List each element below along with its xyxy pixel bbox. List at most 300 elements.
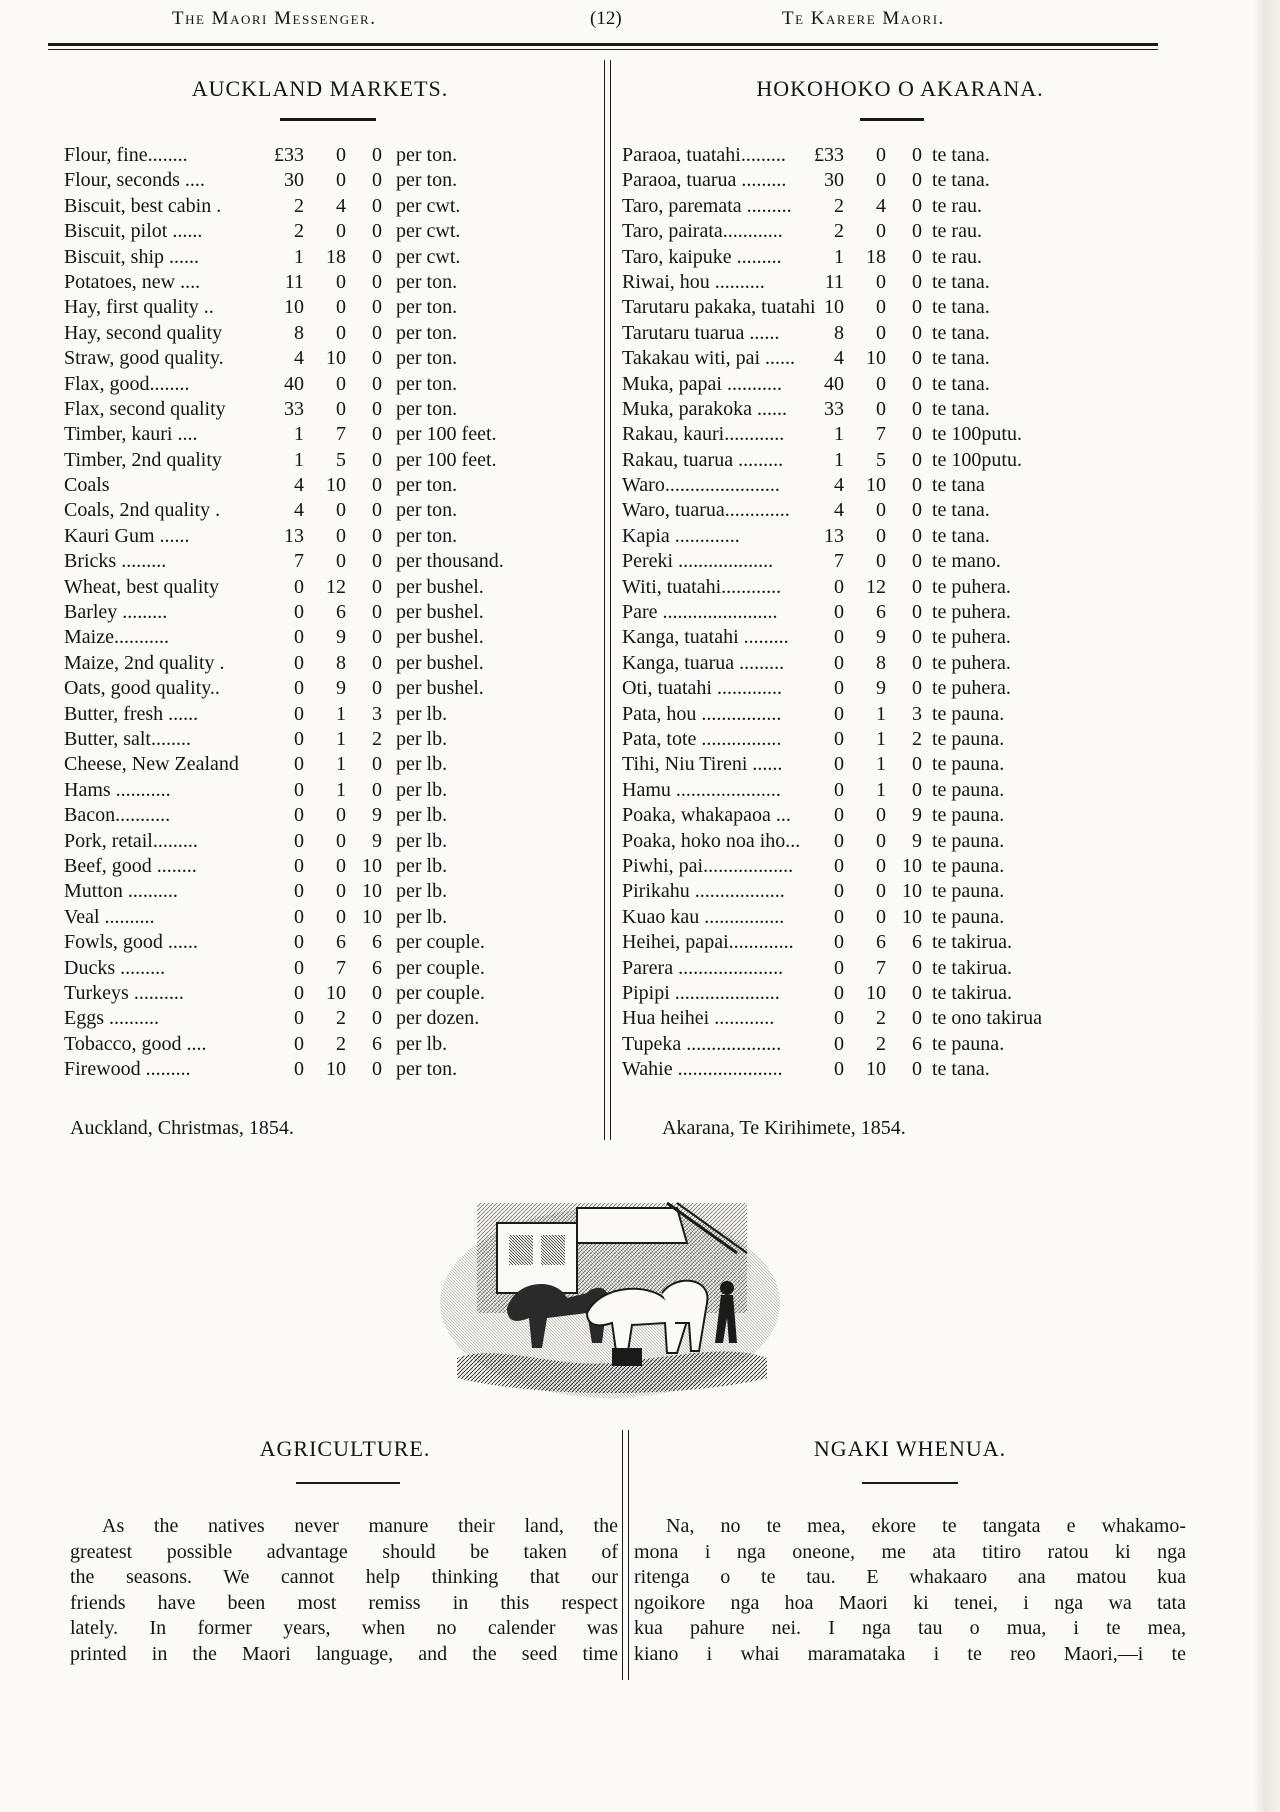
market-unit: per cwt.: [396, 220, 461, 243]
market-price-pounds: 0: [834, 778, 844, 801]
market-item-name: Taro, paremata .........: [622, 194, 792, 217]
market-unit: te pauna.: [932, 829, 1005, 852]
market-row: [64, 778, 604, 803]
market-unit: per 100 feet.: [396, 448, 497, 471]
market-price-pounds: 4: [294, 347, 304, 370]
english-markets-title: AUCKLAND MARKETS.: [191, 76, 449, 101]
market-unit: te pauna.: [932, 778, 1005, 801]
market-item-name: Rakau, kauri............: [622, 423, 785, 446]
market-price-pence: 6: [912, 931, 922, 954]
market-item-name: Biscuit, best cabin .: [64, 194, 222, 217]
market-unit: per ton.: [396, 397, 458, 420]
market-row: [64, 473, 604, 498]
market-row: [622, 346, 1188, 371]
market-item-name: Cheese, New Zealand: [64, 753, 239, 776]
market-price-pence: 0: [372, 651, 382, 674]
market-price-pounds: 0: [294, 753, 304, 776]
market-item-name: Hamu .....................: [622, 778, 781, 801]
market-price-pounds: 0: [294, 778, 304, 801]
market-unit: te pauna.: [932, 804, 1005, 827]
market-price-pence: 6: [372, 1032, 382, 1055]
market-unit: te puhera.: [932, 677, 1011, 700]
ngaki-whenua-title: NGAKI WHENUA.: [813, 1436, 1007, 1461]
market-price-pence: 0: [912, 245, 922, 268]
market-price-shillings: 1: [336, 702, 346, 725]
market-price-pounds: 1: [834, 245, 844, 268]
market-price-pounds: 2: [294, 194, 304, 217]
market-price-pence: 0: [372, 499, 382, 522]
market-price-pence: 0: [912, 220, 922, 243]
market-price-shillings: 1: [336, 753, 346, 776]
market-price-pounds: 0: [294, 702, 304, 725]
market-price-pence: 0: [372, 677, 382, 700]
market-price-shillings: 8: [876, 651, 886, 674]
market-price-shillings: 12: [326, 575, 346, 598]
market-unit: per ton.: [396, 347, 458, 370]
market-row: [64, 219, 604, 244]
market-price-pence: 0: [372, 372, 382, 395]
market-price-pence: 0: [912, 575, 922, 598]
market-row: [622, 930, 1188, 955]
market-item-name: Hua heihei ............: [622, 1007, 775, 1030]
market-item-name: Tarutaru tuarua ......: [622, 321, 780, 344]
market-row: [64, 372, 604, 397]
market-price-pence: 0: [912, 651, 922, 674]
market-price-shillings: 0: [336, 524, 346, 547]
market-price-shillings: 10: [326, 1058, 346, 1081]
market-item-name: Tobacco, good ....: [64, 1032, 207, 1055]
market-unit: te tana.: [932, 397, 990, 420]
market-row: [64, 727, 604, 752]
market-price-pounds: 10: [824, 296, 844, 319]
market-price-pounds: 1: [294, 423, 304, 446]
market-unit: per 100 feet.: [396, 423, 497, 446]
market-price-pounds: 0: [294, 651, 304, 674]
market-price-pounds: 4: [834, 347, 844, 370]
market-price-pence: 0: [912, 601, 922, 624]
market-item-name: Flax, good........: [64, 372, 190, 395]
market-unit: te rau.: [932, 245, 982, 268]
market-unit: te tana.: [932, 144, 990, 166]
market-price-pence: 0: [372, 448, 382, 471]
market-row: [622, 829, 1188, 854]
market-price-shillings: 0: [876, 829, 886, 852]
market-item-name: Paraoa, tuatahi.........: [622, 144, 786, 166]
market-item-name: Maize...........: [64, 626, 169, 649]
market-price-pence: 0: [912, 144, 922, 166]
market-price-pence: 6: [372, 931, 382, 954]
market-item-name: Straw, good quality.: [64, 347, 224, 370]
market-unit: te mano.: [932, 550, 1001, 573]
market-unit: te 100putu.: [932, 448, 1022, 471]
page-number: (12): [590, 8, 622, 29]
market-row: [622, 727, 1188, 752]
market-unit: per lb.: [396, 1032, 448, 1055]
market-unit: te tana.: [932, 321, 990, 344]
market-row: [64, 346, 604, 371]
market-row: [622, 245, 1188, 270]
market-row: [622, 905, 1188, 930]
english-title-ornament: [280, 118, 376, 121]
market-item-name: Bacon...........: [64, 804, 171, 827]
market-item-name: Bricks .........: [64, 550, 167, 573]
market-price-pence: 0: [372, 550, 382, 573]
market-item-name: Hay, first quality ..: [64, 296, 214, 319]
market-item-name: Kanga, tuarua .........: [622, 651, 785, 674]
english-dateline: Auckland, Christmas, 1854.: [70, 1117, 294, 1139]
market-row: [64, 803, 604, 828]
market-unit: te pauna.: [932, 880, 1005, 903]
market-price-pounds: 0: [294, 575, 304, 598]
market-unit: te pauna.: [932, 727, 1005, 750]
market-unit: te puhera.: [932, 575, 1011, 598]
market-price-pounds: 30: [824, 169, 844, 192]
market-price-shillings: 5: [876, 448, 886, 471]
market-price-pence: 0: [372, 245, 382, 268]
market-price-shillings: 0: [876, 321, 886, 344]
market-price-pounds: 7: [294, 550, 304, 573]
body-divider-right: [628, 1430, 629, 1680]
market-price-shillings: 10: [866, 474, 886, 497]
market-row: [64, 524, 604, 549]
text-line: kiano i whai maramataka i te reo Maori,—i te: [634, 1642, 1186, 1665]
market-item-name: Riwai, hou ..........: [622, 270, 765, 293]
market-unit: te puhera.: [932, 601, 1011, 624]
market-price-shillings: 0: [876, 296, 886, 319]
text-line: ritenga o te tau. E whakaaro ana matou kua: [634, 1566, 1186, 1589]
market-item-name: Waro, tuarua.............: [622, 499, 790, 522]
market-price-pence: 3: [372, 702, 382, 725]
market-row: [622, 219, 1188, 244]
market-price-pounds: 13: [284, 524, 304, 547]
market-price-shillings: 9: [876, 626, 886, 649]
market-price-pence: 0: [372, 220, 382, 243]
market-unit: te pauna.: [932, 1032, 1005, 1055]
market-price-shillings: 7: [336, 423, 346, 446]
market-price-shillings: 0: [876, 169, 886, 192]
text-line: kua pahure nei. I nga tau o mua, i te mea,: [634, 1617, 1186, 1640]
market-price-pounds: 4: [834, 474, 844, 497]
market-row: [622, 168, 1188, 193]
market-price-pence: 0: [372, 270, 382, 293]
market-item-name: Pereki ...................: [622, 550, 774, 573]
market-price-pounds: 0: [294, 1058, 304, 1081]
market-row: [622, 600, 1188, 625]
market-price-shillings: 10: [326, 474, 346, 497]
market-price-pence: 0: [912, 169, 922, 192]
market-row: [64, 270, 604, 295]
market-unit: per ton.: [396, 270, 458, 293]
market-row: [622, 549, 1188, 574]
market-price-shillings: 0: [876, 524, 886, 547]
market-price-pounds: 0: [834, 981, 844, 1004]
market-row: [622, 778, 1188, 803]
market-price-pounds: 0: [294, 880, 304, 903]
market-price-shillings: 0: [876, 854, 886, 877]
market-price-pence: 0: [912, 981, 922, 1004]
market-item-name: Pipipi .....................: [622, 981, 780, 1004]
market-price-pounds: 0: [834, 702, 844, 725]
market-unit: per lb.: [396, 753, 448, 776]
market-price-pounds: 0: [834, 727, 844, 750]
market-unit: te tana.: [932, 169, 990, 192]
market-item-name: Kanga, tuatahi .........: [622, 626, 789, 649]
market-row: [622, 473, 1188, 498]
market-item-name: Taro, kaipuke .........: [622, 245, 782, 268]
market-price-pounds: 8: [294, 321, 304, 344]
market-unit: per lb.: [396, 880, 448, 903]
market-price-pence: 2: [372, 727, 382, 750]
text-line: lately. In former years, when no calender was: [70, 1617, 618, 1640]
market-unit: te tana.: [932, 524, 990, 547]
market-row: [64, 600, 604, 625]
market-row: [64, 829, 604, 854]
market-unit: te rau.: [932, 220, 982, 243]
market-row: [622, 397, 1188, 422]
market-item-name: Poaka, hoko noa iho...: [622, 829, 801, 852]
market-unit: per ton.: [396, 144, 458, 166]
market-price-pence: 0: [912, 296, 922, 319]
header-right-title: Te Karere Maori.: [782, 8, 945, 29]
market-price-pence: 6: [912, 1032, 922, 1055]
market-item-name: Muka, parakoka ......: [622, 397, 787, 420]
market-row: [64, 143, 604, 168]
market-price-pounds: 0: [294, 905, 304, 928]
agriculture-title-rule: [296, 1482, 400, 1484]
market-item-name: Firewood .........: [64, 1058, 191, 1081]
market-price-shillings: 0: [876, 270, 886, 293]
ngaki-whenua-paragraph: [634, 1514, 1186, 1668]
market-price-pence: 0: [372, 1058, 382, 1081]
market-item-name: Eggs ..........: [64, 1007, 159, 1030]
market-row: [64, 321, 604, 346]
market-unit: te takirua.: [932, 956, 1012, 979]
market-row: [64, 905, 604, 930]
market-item-name: Kuao kau ................: [622, 905, 785, 928]
market-price-pence: 0: [912, 499, 922, 522]
running-header: [50, 8, 1170, 34]
market-price-shillings: 18: [326, 245, 346, 268]
market-item-name: Barley .........: [64, 601, 168, 624]
market-price-pounds: £33: [814, 144, 844, 166]
market-item-name: Fowls, good ......: [64, 931, 198, 954]
market-price-shillings: 0: [876, 880, 886, 903]
market-row: [622, 981, 1188, 1006]
market-row: [64, 702, 604, 727]
market-price-shillings: 0: [336, 880, 346, 903]
market-price-pounds: 0: [834, 905, 844, 928]
market-price-pence: 0: [372, 575, 382, 598]
market-item-name: Tihi, Niu Tireni ......: [622, 753, 783, 776]
market-unit: te tana.: [932, 270, 990, 293]
market-item-name: Timber, 2nd quality: [64, 448, 222, 471]
market-row: [622, 448, 1188, 473]
market-row: [64, 295, 604, 320]
market-price-shillings: 0: [336, 550, 346, 573]
market-unit: te rau.: [932, 194, 982, 217]
market-item-name: Wahie .....................: [622, 1058, 783, 1081]
market-unit: te takirua.: [932, 981, 1012, 1004]
market-price-pounds: 2: [834, 194, 844, 217]
market-row: [64, 1057, 604, 1082]
market-price-pence: 0: [372, 144, 382, 166]
market-row: [64, 549, 604, 574]
market-item-name: Coals, 2nd quality .: [64, 499, 221, 522]
market-item-name: Timber, kauri ....: [64, 423, 198, 446]
market-item-name: Oti, tuatahi .............: [622, 677, 782, 700]
market-unit: per lb.: [396, 905, 448, 928]
market-row: [622, 143, 1188, 168]
market-item-name: Pare .......................: [622, 601, 778, 624]
market-row: [64, 625, 604, 650]
market-price-pence: 0: [912, 753, 922, 776]
market-row: [622, 575, 1188, 600]
column-divider-right: [610, 60, 611, 1140]
market-item-name: Butter, fresh ......: [64, 702, 199, 725]
market-price-pence: 0: [372, 296, 382, 319]
market-price-pounds: 0: [294, 1032, 304, 1055]
market-unit: per bushel.: [396, 626, 484, 649]
market-price-shillings: 0: [876, 397, 886, 420]
market-price-pounds: 0: [834, 829, 844, 852]
market-price-pounds: 4: [834, 499, 844, 522]
market-row: [622, 498, 1188, 523]
market-price-pence: 0: [372, 524, 382, 547]
text-line: As the natives never manure their land, the: [102, 1515, 618, 1537]
market-price-pence: 0: [372, 626, 382, 649]
market-row: [64, 194, 604, 219]
market-unit: per bushel.: [396, 601, 484, 624]
market-price-shillings: 0: [336, 804, 346, 827]
market-unit: te pauna.: [932, 702, 1005, 725]
market-price-pounds: 0: [294, 981, 304, 1004]
market-price-shillings: 1: [876, 778, 886, 801]
market-item-name: Kauri Gum ......: [64, 524, 190, 547]
market-row: [622, 270, 1188, 295]
market-price-shillings: 0: [336, 144, 346, 166]
market-row: [64, 1006, 604, 1031]
market-row: [64, 930, 604, 955]
market-unit: per thousand.: [396, 550, 504, 573]
market-price-pence: 6: [372, 956, 382, 979]
market-price-shillings: 9: [876, 677, 886, 700]
market-price-pence: 0: [372, 1007, 382, 1030]
market-price-shillings: 7: [336, 956, 346, 979]
market-price-pounds: 11: [284, 270, 304, 293]
market-item-name: Paraoa, tuarua .........: [622, 169, 787, 192]
market-price-pence: 0: [912, 778, 922, 801]
market-price-pounds: 0: [294, 931, 304, 954]
market-price-pounds: 11: [824, 270, 844, 293]
market-price-pounds: 1: [834, 448, 844, 471]
market-row: [622, 1032, 1188, 1057]
market-unit: per lb.: [396, 702, 448, 725]
text-line: Na, no te mea, ekore te tangata e whakamo-: [666, 1515, 1186, 1537]
market-unit: per lb.: [396, 778, 448, 801]
market-price-pounds: 0: [834, 1032, 844, 1055]
market-price-pounds: 1: [294, 448, 304, 471]
market-price-pounds: 0: [834, 1058, 844, 1081]
market-price-pence: 0: [372, 423, 382, 446]
maori-market-table: [622, 143, 1188, 1082]
market-item-name: Mutton ..........: [64, 880, 178, 903]
market-price-pence: 0: [912, 1007, 922, 1030]
market-row: [64, 397, 604, 422]
market-price-pence: 0: [912, 550, 922, 573]
market-row: [622, 422, 1188, 447]
market-unit: per ton.: [396, 296, 458, 319]
market-price-pence: 2: [912, 727, 922, 750]
market-item-name: Veal ..........: [64, 905, 155, 928]
market-item-name: Muka, papai ...........: [622, 372, 782, 395]
market-unit: per couple.: [396, 981, 485, 1004]
market-unit: per ton.: [396, 321, 458, 344]
market-price-pounds: 0: [834, 651, 844, 674]
market-item-name: Flour, seconds ....: [64, 169, 205, 192]
body-divider-left: [622, 1430, 623, 1680]
market-price-shillings: 0: [876, 905, 886, 928]
text-line: greatest possible advantage should be taken of: [70, 1540, 618, 1563]
market-item-name: Ducks .........: [64, 956, 166, 979]
market-price-pounds: 10: [284, 296, 304, 319]
market-price-shillings: 6: [876, 601, 886, 624]
market-item-name: Tarutaru pakaka, tuatahi: [622, 296, 816, 319]
market-price-shillings: 0: [336, 296, 346, 319]
market-item-name: Turkeys ..........: [64, 981, 184, 1004]
market-price-shillings: 1: [876, 702, 886, 725]
market-price-pounds: 40: [824, 372, 844, 395]
market-price-shillings: 4: [876, 194, 886, 217]
market-unit: per lb.: [396, 854, 448, 877]
market-row: [622, 854, 1188, 879]
market-price-pounds: 1: [834, 423, 844, 446]
header-rule-thick: [48, 43, 1158, 46]
market-unit: te puhera.: [932, 626, 1011, 649]
market-item-name: Poaka, whakapaoa ...: [622, 804, 791, 827]
text-line: the seasons. We cannot help thinking that our: [70, 1566, 618, 1589]
market-price-pence: 0: [372, 474, 382, 497]
market-unit: per cwt.: [396, 245, 461, 268]
market-price-pence: 0: [912, 423, 922, 446]
market-price-shillings: 7: [876, 423, 886, 446]
market-row: [64, 752, 604, 777]
market-unit: per cwt.: [396, 194, 461, 217]
english-market-table: [64, 143, 604, 1082]
column-divider-left: [604, 60, 605, 1140]
market-unit: te pauna.: [932, 905, 1005, 928]
market-unit: te tana: [932, 474, 985, 497]
market-row: [622, 321, 1188, 346]
market-price-pounds: £33: [274, 144, 304, 166]
market-price-pence: 0: [372, 169, 382, 192]
market-price-shillings: 0: [336, 220, 346, 243]
market-price-shillings: 7: [876, 956, 886, 979]
market-item-name: Pirikahu ..................: [622, 880, 785, 903]
market-item-name: Witi, tuatahi............: [622, 575, 782, 598]
market-price-shillings: 10: [866, 1058, 886, 1081]
market-item-name: Taro, pairata............: [622, 220, 783, 243]
market-item-name: Oats, good quality..: [64, 677, 220, 700]
market-item-name: Hay, second quality: [64, 321, 223, 344]
market-price-pounds: 0: [834, 956, 844, 979]
market-item-name: Flour, fine........: [64, 144, 188, 166]
market-price-shillings: 0: [876, 220, 886, 243]
market-price-pounds: 0: [294, 677, 304, 700]
market-price-pence: 0: [372, 753, 382, 776]
market-unit: te pauna.: [932, 854, 1005, 877]
market-price-pounds: 0: [294, 829, 304, 852]
market-price-pounds: 0: [834, 575, 844, 598]
